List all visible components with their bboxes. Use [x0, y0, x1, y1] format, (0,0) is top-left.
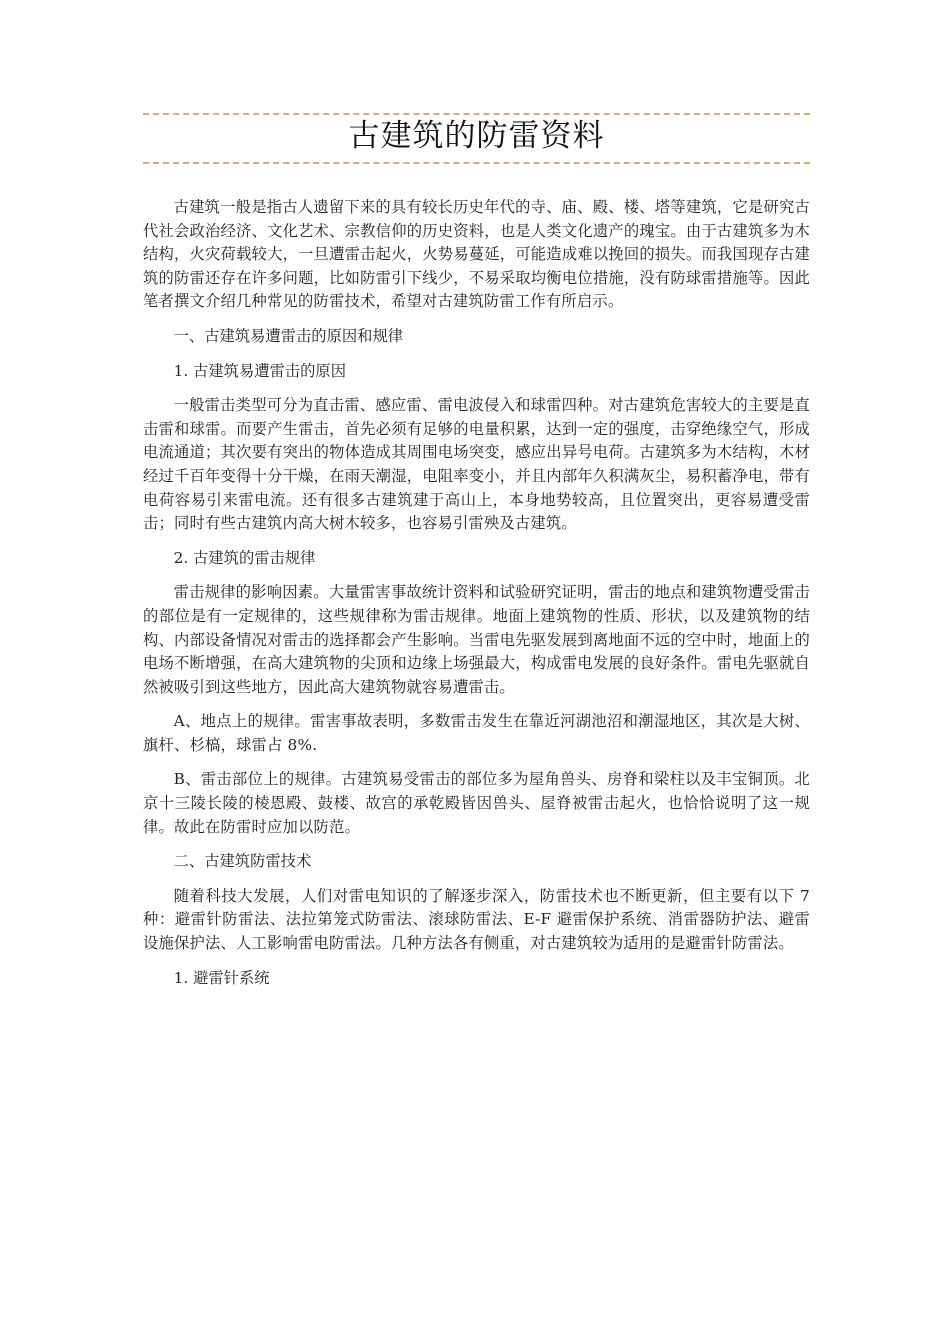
document-title: 古建筑的防雷资料	[348, 118, 605, 154]
title-block	[143, 113, 810, 165]
subsection-heading-2-1: 1. 避雷针系统	[173, 968, 270, 987]
title-top-dashed-rule	[143, 113, 810, 115]
intro-paragraph: 古建筑一般是指古人遗留下来的具有较长历史年代的寺、庙、殿、楼、塔等建筑，它是研究古代社会政治经济、文化艺术、宗教信仰的历史资料，也是人类文化遗产的瑰宝。由于古建筑多为木结构，火灾荷载较大，一旦遭雷击起火，火势易蔓延，可能造成难以挽回的损失。而我国现存古建筑的防雷还存在许多问题，比如防雷引下线少，不易采取均衡电位措施，没有防球雷措施等。因此笔者撰文介绍几种常见的防雷技术，希望对古建筑防雷工作有所启示。	[143, 198, 810, 311]
paragraph-lightning-causes: 一般雷击类型可分为直击雷、感应雷、雷电波侵入和球雷四种。对古建筑危害较大的主要是直击雷和球雷。而要产生雷击，首先必须有足够的电量积累，达到一定的强度，击穿绝缘空气，形成电流通道；其次要有突出的物体造成其周围电场突变，感应出异号电荷。古建筑多为木结构，木材经过千百年变得十分干燥，在雨天潮湿，电阻率变小，并且内部年久积满灰尘，易积蓄净电，带有电荷容易引来雷电流。还有很多古建筑建于高山上，本身地势较高，且位置突出，更容易遭受雷击；同时有些古建筑内高大树木较多，也容易引雷殃及古建筑。	[143, 396, 810, 533]
title-bottom-dashed-rule	[143, 162, 810, 164]
paragraph-protection-methods: 随着科技大发展，人们对雷电知识的了解逐步深入，防雷技术也不断更新，但主要有以下 7 种：避雷针防雷法、法拉第笼式防雷法、滚球防雷法、E-F 避雷保护系统、消雷器防护法、避雷设施保护法、人工影响雷电防雷法。几种方法各有侧重，对古建筑较为适用的是避雷针防雷法。	[143, 886, 810, 953]
subsection-heading-1-1: 1. 古建筑易遭雷击的原因	[173, 361, 347, 380]
document-body	[143, 196, 810, 1001]
paragraph-location-pattern: A、地点上的规律。雷害事故表明，多数雷击发生在靠近河湖池沼和潮湿地区，其次是大树、旗杆、杉槁，球雷占 8%.	[143, 712, 810, 754]
paragraph-lightning-patterns: 雷击规律的影响因素。大量雷害事故统计资料和试验研究证明，雷击的地点和建筑物遭受雷击的部位是有一定规律的，这些规律称为雷击规律。地面上建筑物的性质、形状，以及建筑物的结构、内部设备情况对雷击的选择都会产生影响。当雷电先驱发展到离地面不远的空中时，地面上的电场不断增强，在高大建筑物的尖顶和边缘上场强最大，构成雷电发展的良好条件。雷电先驱就自然被吸引到这些地方，因此高大建筑物就容易遭雷击。	[143, 583, 810, 696]
subsection-heading-1-2: 2. 古建筑的雷击规律	[173, 548, 316, 567]
section-heading-1: 一、古建筑易遭雷击的原因和规律	[173, 326, 404, 345]
paragraph-strike-part-pattern: B、雷击部位上的规律。古建筑易受雷击的部位多为屋角兽头、房脊和梁柱以及丰宝铜顶。北京十三陵长陵的棱恩殿、鼓楼、故宫的承乾殿皆因兽头、屋脊被雷击起火，也恰恰说明了这一规律。故此在防雷时应加以防范。	[143, 770, 810, 836]
section-heading-2: 二、古建筑防雷技术	[173, 852, 312, 871]
